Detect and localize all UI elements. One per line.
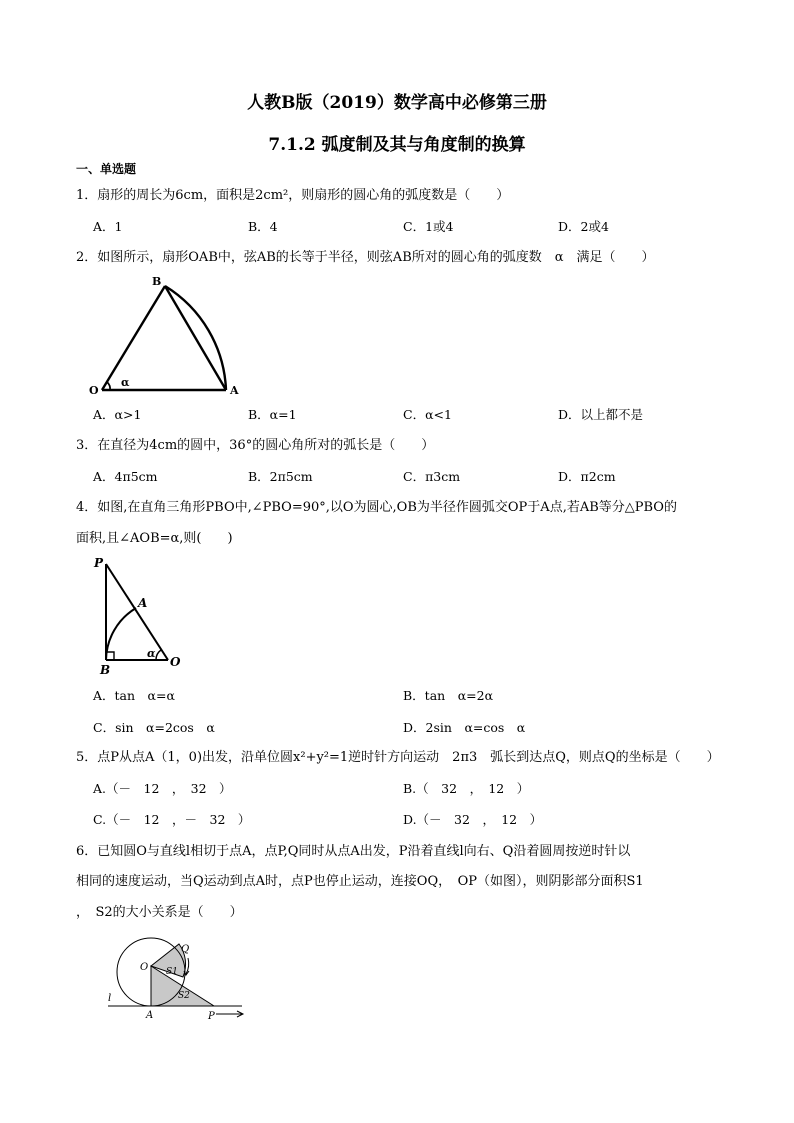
label-alpha: α — [121, 376, 130, 389]
label-p: P — [94, 556, 104, 570]
label-s2: S2 — [178, 991, 190, 1001]
page-subtitle: 7.1.2 弧度制及其与角度制的换算 — [268, 135, 526, 155]
triangle-pbo-figure — [92, 556, 188, 677]
q1-option-a: A．1 — [93, 219, 123, 234]
q3-option-c: C．π3cm — [403, 469, 461, 484]
circle-tangent-figure — [100, 938, 250, 1020]
page-title: 人教B版（2019）数学高中必修第三册 — [247, 93, 547, 113]
question-5-stem: 5．点P从点A（1，0)出发，沿单位圆x²+y²=1逆时针方向运动 2π3 弧长到达点Q，则点Q的坐标是（ ） — [76, 750, 720, 765]
angle-alpha-mark — [156, 650, 161, 660]
q3-option-d: D．π2cm — [558, 469, 616, 484]
label-l: l — [108, 993, 112, 1004]
q2-option-d: D．以上都不是 — [558, 407, 644, 422]
label-a: A — [146, 1010, 154, 1021]
question-4-stem-line1: 4．如图,在直角三角形PBO中,∠PBO=90°,以O为圆心,OB为半径作圆弧交OP于A点,若AB等分△PBO的 — [76, 500, 677, 515]
q4-option-c: C．sin α=2cos α — [93, 720, 215, 735]
label-b: B — [152, 275, 162, 288]
question-6-stem-line3: ， S2的大小关系是（ ） — [76, 905, 243, 920]
side-po — [106, 564, 168, 660]
q4-option-b: B．tan α=2α — [403, 688, 494, 703]
q4-option-a: A．tan α=α — [93, 688, 175, 703]
label-q: Q — [181, 944, 190, 955]
question-2-stem: 2．如图所示，扇形OAB中，弦AB的长等于半径，则弦AB所对的圆心角的弧度数 α 满足（ ） — [76, 250, 655, 265]
label-alpha: α — [147, 647, 156, 660]
q1-option-c: C．1或4 — [403, 219, 454, 234]
q3-option-b: B．2π5cm — [248, 469, 313, 484]
q5-option-d: D.（－ 32 ， 12 ） — [403, 812, 543, 827]
q5-option-a: A.（－ 12 ， 32 ） — [93, 781, 232, 796]
q2-option-a: A．α>1 — [93, 407, 142, 422]
label-p: P — [208, 1011, 215, 1022]
question-1-stem: 1．扇形的周长为6cm，面积是2cm²，则扇形的圆心角的弧度数是（ ） — [76, 188, 510, 203]
label-o: O — [140, 962, 149, 973]
label-o: O — [89, 384, 99, 397]
q1-option-b: B．4 — [248, 219, 278, 234]
q2-option-b: B．α=1 — [248, 407, 297, 422]
label-a: A — [230, 384, 239, 397]
label-b: B — [100, 663, 111, 677]
sector-oab-figure — [88, 274, 248, 396]
section-heading: 一、单选题 — [76, 162, 137, 176]
q5-option-c: C.（－ 12 ，－ 32 ） — [93, 812, 251, 827]
question-6-stem-line2: 相同的速度运动，当Q运动到点A时，点P也停止运动，连接OQ， OP（如图），则阴影部分面积S1 — [76, 874, 644, 889]
label-s1: S1 — [166, 967, 178, 977]
chord-ab — [165, 286, 226, 390]
question-3-stem: 3．在直径为4cm的圆中，36°的圆心角所对的弧长是（ ） — [76, 438, 435, 453]
angle-alpha-mark — [107, 382, 110, 390]
question-6-stem-line1: 6．已知圆O与直线l相切于点A，点P,Q同时从点A出发，P沿着直线l向右、Q沿着圆周按逆时针以 — [76, 844, 631, 859]
q3-option-a: A．4π5cm — [93, 469, 158, 484]
q5-option-b: B.（ 32 ， 12 ） — [403, 781, 530, 796]
sector-radius-ob — [102, 286, 165, 390]
label-o: O — [170, 655, 181, 669]
q2-option-c: C．α<1 — [403, 407, 452, 422]
q1-option-d: D．2或4 — [558, 219, 609, 234]
label-a: A — [138, 596, 148, 610]
q4-option-d: D．2sin α=cos α — [403, 720, 526, 735]
question-4-stem-line2: 面积,且∠AOB=α,则( ) — [76, 531, 233, 546]
